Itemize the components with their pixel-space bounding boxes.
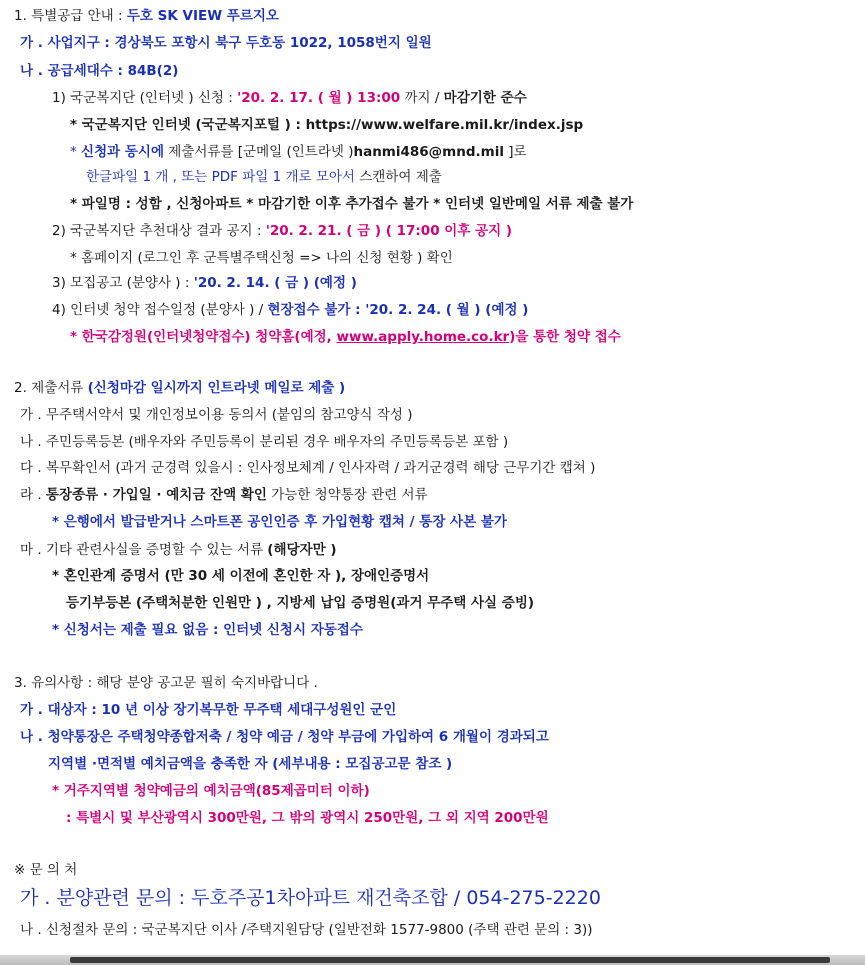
- s1-item4-sub: * 한국감정원(인터넷청약접수) 청약홈(예정, www.apply.home.co.kr)을 통한 청약 접수: [70, 329, 621, 345]
- horizontal-scrollbar[interactable]: [0, 955, 865, 965]
- s1-item1-sub1: * 국군복지단 인터넷 (국군복지포털 ) : https://www.welfare.mil.kr/index.jsp: [70, 117, 584, 133]
- s2-ma-sub2: 등기부등본 (주택처분한 인원만 ) , 지방세 납입 증명원(과거 무주택 사실 증빙): [66, 595, 535, 611]
- s1-item1-sub4: * 파일명 : 성함 , 신청아파트 * 마감기한 이후 추가접수 불가 * 인터넷 일반메일 서류 제출 불가: [70, 196, 634, 212]
- s2-ma-sub3: * 신청서는 제출 필요 없음 : 인터넷 신청시 자동접수: [52, 622, 363, 638]
- s1-item1-sub2: * 신청과 동시에 제출서류를 [군메일 (인트라넷 )hanmi486@mnd.mil ]로: [70, 144, 527, 160]
- s1-ga: 가 . 사업지구 : 경상북도 포항시 북구 두호동 1022, 1058번지 일원: [20, 35, 432, 51]
- s1-title: 1. 특별공급 안내 : 두호 SK VIEW 푸르지오: [14, 8, 279, 24]
- s1-na: 나 . 공급세대수 : 84B(2): [20, 63, 179, 79]
- s4-na: 나 . 신청절차 문의 : 국군복지단 이사 /주택지원담당 (일반전화 1577-9800 (주택 관련 문의 : 3)): [20, 922, 593, 938]
- s1-item2: 2) 국군복지단 추천대상 결과 공지 : '20. 2. 21. ( 금 ) ( 17:00 이후 공지 ): [52, 223, 513, 239]
- s2-ma-sub1: * 혼인관계 증명서 (만 30 세 이전에 혼인한 자 ), 장애인증명서: [52, 568, 430, 584]
- s3-na: 나 . 청약통장은 주택청약종합저축 / 청약 예금 / 청약 부금에 가입하여 6 개월이 경과되고: [20, 729, 549, 745]
- scrollbar-thumb[interactable]: [70, 957, 830, 963]
- s2-ra-sub: * 은행에서 발급받거나 스마트폰 공인인증 후 가입현황 캡쳐 / 통장 사본 불가: [52, 514, 507, 530]
- s2-ga: 가 . 무주택서약서 및 개인정보이용 동의서 (붙임의 참고양식 작성 ): [20, 407, 413, 423]
- s3-na-sub2: : 특별시 및 부산광역시 300만원, 그 밖의 광역시 250만원, 그 외 지역 200만원: [66, 810, 549, 826]
- s3-title: 3. 유의사항 : 해당 분양 공고문 필히 숙지바랍니다 .: [14, 675, 318, 691]
- s1-item2-sub: * 홈페이지 (로그인 후 군특별주택신청 => 나의 신청 현황 ) 확인: [70, 250, 453, 266]
- s2-na: 나 . 주민등록등본 (배우자와 주민등록이 분리된 경우 배우자의 주민등록등본 포함 ): [20, 434, 509, 450]
- s1-item3: 3) 모집공고 (분양사 ) : '20. 2. 14. ( 금 ) (예정 ): [52, 275, 357, 291]
- s4-ga: 가 . 분양관련 문의 : 두호주공1차아파트 재건축조합 / 054-275-2220: [20, 887, 601, 909]
- s2-da: 다 . 복무확인서 (과거 군경력 있을시 : 인사정보체계 / 인사자력 / 과거군경력 해당 근무기간 캡쳐 ): [20, 460, 596, 476]
- s2-ra: 라 . 통장종류 · 가입일 · 예치금 잔액 확인 가능한 청약통장 관련 서류: [20, 487, 428, 503]
- s1-item1-sub3: 한글파일 1 개 , 또는 PDF 파일 1 개로 모아서 스캔하여 제출: [86, 169, 442, 185]
- s2-title: 2. 제출서류 (신청마감 일시까지 인트라넷 메일로 제출 ): [14, 380, 346, 396]
- s3-na2: 지역별 ·면적별 예치금액을 충족한 자 (세부내용 : 모집공고문 참조 ): [48, 756, 453, 772]
- s1-item1: 1) 국군복지단 (인터넷 ) 신청 : '20. 2. 17. ( 월 ) 13:00 까지 / 마감기한 준수: [52, 90, 527, 106]
- s1-item4: 4) 인터넷 청약 접수일정 (분양사 ) / 현장접수 불가 : '20. 2. 24. ( 월 ) (예정 ): [52, 302, 529, 318]
- s2-ma: 마 . 기타 관련사실을 증명할 수 있는 서류 (해당자만 ): [20, 542, 337, 558]
- apply-home-link[interactable]: www.apply.home.co.kr: [336, 329, 510, 345]
- s3-na-sub1: * 거주지역별 청약예금의 예치금액(85제곱미터 이하): [52, 783, 370, 799]
- s3-ga: 가 . 대상자 : 10 년 이상 장기복무한 무주택 세대구성원인 군인: [20, 702, 397, 718]
- s4-title: ※ 문 의 처: [14, 862, 78, 878]
